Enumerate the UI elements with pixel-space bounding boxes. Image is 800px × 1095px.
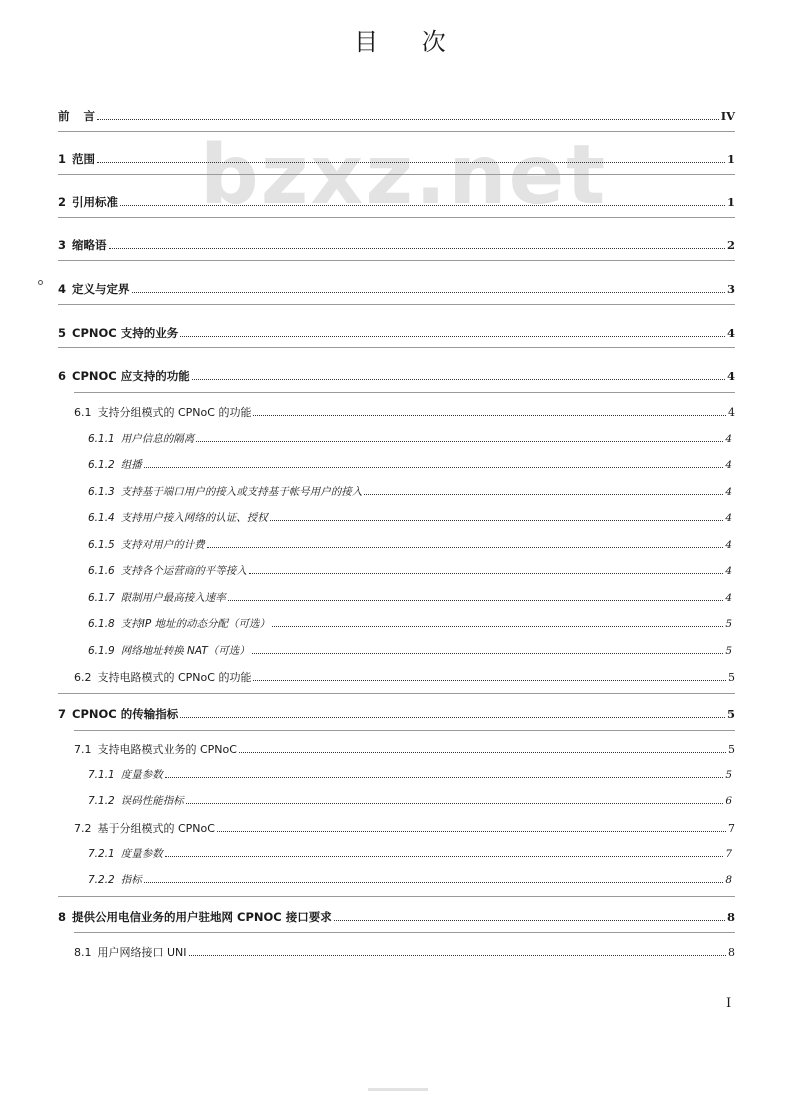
section-divider — [58, 693, 735, 694]
watermark: bzxz.net — [200, 128, 608, 223]
toc-entry-title: 缩略语 — [72, 238, 107, 252]
toc-entry-page: 7 — [728, 822, 735, 835]
toc-entry-title: 支持电路模式的 CPNoC 的功能 — [97, 671, 252, 684]
toc-entry-title: 指标 — [120, 874, 142, 886]
toc-entry-number: 7.1.2 — [88, 795, 115, 807]
toc-entry-label — [58, 368, 190, 384]
toc-leader-dots — [165, 856, 724, 857]
toc-entry[interactable] — [88, 431, 732, 449]
toc-entry-page: 4 — [725, 512, 732, 524]
toc-entry-label — [58, 194, 118, 210]
toc-entry-label — [88, 767, 163, 782]
toc-leader-dots — [165, 777, 724, 778]
toc-entry-number: 6.1.7 — [88, 592, 115, 604]
page-title: 目 次 — [354, 28, 464, 56]
toc-entry[interactable] — [74, 741, 735, 759]
toc-entry-number: 6.1.8 — [88, 618, 115, 630]
toc-leader-dots — [249, 573, 724, 574]
toc-entry-label — [88, 563, 247, 578]
toc-entry-number: 7.2.1 — [88, 848, 115, 860]
toc-entry-number: 5 — [58, 326, 67, 340]
toc-entry-number: 7.1.1 — [88, 769, 115, 781]
toc-entry-number: 6.1.5 — [88, 539, 115, 551]
toc-entry-label — [88, 457, 142, 472]
toc-entry-title: 支持分组模式的 CPNoC 的功能 — [97, 406, 252, 419]
toc-entry[interactable] — [88, 457, 732, 475]
toc-entry-title: CPNOC 应支持的功能 — [72, 369, 190, 383]
toc-entry[interactable] — [58, 151, 735, 169]
toc-entry-label — [88, 590, 226, 605]
section-divider — [58, 260, 735, 261]
toc-entry[interactable] — [88, 590, 732, 608]
toc-entry-page: 4 — [725, 433, 732, 445]
toc-entry-page: 6 — [725, 795, 732, 807]
toc-entry-number: 8.1 — [74, 946, 92, 959]
toc-entry-title: 定义与定界 — [72, 282, 130, 296]
toc-entry-title: 支持电路模式业务的 CPNoC — [97, 743, 237, 756]
toc-entry-label — [88, 616, 270, 631]
toc-leader-dots — [334, 920, 725, 921]
toc-entry-label — [58, 151, 95, 167]
toc-leader-dots — [189, 955, 726, 956]
toc-leader-dots — [109, 248, 725, 249]
toc-leader-dots — [144, 467, 724, 468]
toc-leader-dots — [144, 882, 724, 883]
toc-leader-dots — [180, 717, 725, 718]
toc-entry[interactable] — [88, 510, 732, 528]
toc-entry-page: 8 — [728, 946, 735, 959]
toc-entry-number: 6.1.3 — [88, 486, 115, 498]
toc-entry-number: 6.1.6 — [88, 565, 115, 577]
toc-entry-number: 6 — [58, 369, 67, 383]
toc-entry[interactable] — [58, 706, 735, 724]
toc-entry-title: 度量参数 — [120, 848, 163, 860]
toc-entry-number: 7.1 — [74, 743, 92, 756]
toc-entry[interactable] — [58, 237, 735, 255]
toc-entry-page: 5 — [725, 645, 732, 657]
toc-entry[interactable] — [88, 793, 732, 811]
toc-entry-label — [88, 872, 142, 887]
toc-entry-number: 6.1.1 — [88, 433, 115, 445]
toc-entry-title: 支持对用户的计费 — [120, 539, 205, 551]
toc-entry[interactable] — [58, 368, 735, 386]
toc-leader-dots — [253, 680, 726, 681]
toc-entry-label — [88, 537, 205, 552]
toc-entry-title: 支持IP 地址的动态分配（可选） — [120, 618, 270, 630]
toc-leader-dots — [272, 626, 723, 627]
toc-leader-dots — [207, 547, 724, 548]
page-number: I — [726, 996, 732, 1011]
toc-entry[interactable] — [58, 194, 735, 212]
toc-leader-dots — [120, 205, 725, 206]
toc-leader-dots — [217, 831, 726, 832]
toc-entry[interactable] — [74, 944, 735, 962]
toc-entry[interactable] — [88, 767, 732, 785]
toc-entry-title: 用户网络接口 UNI — [97, 946, 187, 959]
toc-entry-number: 7.2 — [74, 822, 92, 835]
toc-entry-label — [74, 404, 251, 420]
toc-entry-label — [58, 108, 95, 124]
section-divider — [58, 217, 735, 218]
toc-entry-page: 4 — [725, 592, 732, 604]
toc-entry-label — [88, 643, 250, 658]
scan-speck-mark — [38, 280, 43, 285]
toc-entry-page: 2 — [726, 238, 735, 252]
toc-entry-label — [88, 793, 184, 808]
section-divider — [58, 131, 735, 132]
toc-entry-title: 限制用户最高接入速率 — [120, 592, 226, 604]
toc-entry[interactable] — [88, 846, 732, 864]
toc-entry-title: 范围 — [72, 152, 96, 166]
toc-entry[interactable] — [88, 537, 732, 555]
toc-entry-number: 3 — [58, 238, 67, 252]
toc-entry[interactable] — [88, 563, 732, 581]
toc-entry-page: 4 — [726, 326, 735, 340]
toc-entry-number: 6.1.4 — [88, 512, 115, 524]
section-divider — [58, 896, 735, 897]
toc-entry[interactable] — [74, 669, 735, 687]
toc-entry-page: IV — [720, 109, 735, 123]
toc-leader-dots — [270, 520, 724, 521]
toc-leader-dots — [239, 752, 726, 753]
toc-leader-dots — [196, 441, 723, 442]
toc-entry-label — [88, 484, 362, 499]
toc-entry-title: 用户信息的隔离 — [120, 433, 195, 445]
toc-entry-page: 5 — [726, 707, 735, 721]
toc-entry[interactable] — [88, 643, 732, 661]
toc-leader-dots — [132, 292, 725, 293]
section-divider — [58, 174, 735, 175]
toc-entry-label — [88, 431, 194, 446]
toc-entry-title: 提供公用电信业务的用户驻地网 CPNOC 接口要求 — [72, 910, 332, 924]
toc-entry-page: 4 — [728, 406, 735, 419]
toc-entry-label — [58, 706, 178, 722]
toc-entry-number: 6.2 — [74, 671, 92, 684]
toc-entry-number: 7 — [58, 707, 67, 721]
toc-entry[interactable] — [58, 325, 735, 343]
section-divider — [58, 347, 735, 348]
section-divider — [74, 730, 735, 731]
toc-entry-page: 1 — [726, 152, 735, 166]
toc-leader-dots — [97, 162, 725, 163]
toc-entry-page: 7 — [725, 848, 732, 860]
toc-entry-number: 6.1.9 — [88, 645, 115, 657]
toc-entry[interactable] — [74, 404, 735, 422]
toc-entry-page: 8 — [726, 910, 735, 924]
toc-entry-title: CPNOC 的传输指标 — [72, 707, 179, 721]
toc-entry-page: 4 — [725, 459, 732, 471]
toc-entry-title: 组播 — [120, 459, 142, 471]
toc-entry[interactable] — [58, 909, 735, 927]
toc-leader-dots — [180, 336, 725, 337]
toc-entry-page: 4 — [725, 486, 732, 498]
toc-entry-title: 支持用户接入网络的认证、授权 — [120, 512, 268, 524]
toc-entry-number: 前 — [58, 109, 70, 123]
toc-entry-title: 支持各个运营商的平等接入 — [120, 565, 247, 577]
toc-entry-page: 1 — [726, 195, 735, 209]
toc-entry-page: 4 — [725, 565, 732, 577]
toc-entry-page: 3 — [726, 282, 735, 296]
toc-entry-label — [74, 944, 187, 960]
toc-entry-label — [88, 510, 268, 525]
toc-entry[interactable] — [74, 820, 735, 838]
toc-entry[interactable] — [88, 616, 732, 634]
toc-entry-label — [58, 237, 107, 253]
toc-entry-title: 基于分组模式的 CPNoC — [97, 822, 215, 835]
toc-entry-title: CPNOC 支持的业务 — [72, 326, 179, 340]
toc-leader-dots — [186, 803, 724, 804]
toc-entry-page: 5 — [725, 769, 732, 781]
toc-leader-dots — [253, 415, 726, 416]
toc-entry-number: 6.1.2 — [88, 459, 115, 471]
toc-entry-label — [58, 909, 332, 925]
section-divider — [58, 304, 735, 305]
toc-leader-dots — [364, 494, 723, 495]
toc-entry-number: 4 — [58, 282, 67, 296]
toc-entry-label — [88, 846, 163, 861]
toc-entry[interactable] — [88, 872, 732, 890]
toc-leader-dots — [192, 379, 725, 380]
toc-entry-number: 1 — [58, 152, 67, 166]
toc-entry-number: 2 — [58, 195, 67, 209]
toc-entry-page: 8 — [725, 874, 732, 886]
toc-entry-page: 5 — [725, 618, 732, 630]
section-divider — [74, 932, 735, 933]
toc-entry-page: 4 — [725, 539, 732, 551]
toc-entry-title: 度量参数 — [120, 769, 163, 781]
toc-entry-label — [74, 669, 251, 685]
scan-smudge — [368, 1088, 428, 1091]
section-divider — [74, 392, 735, 393]
toc-entry-title: 引用标准 — [72, 195, 119, 209]
toc-entry-label — [58, 281, 130, 297]
toc-entry-number: 8 — [58, 910, 67, 924]
toc-entry-label — [58, 325, 178, 341]
toc-entry-title: 网络地址转换 NAT（可选） — [120, 645, 250, 657]
toc-entry-page: 4 — [726, 369, 735, 383]
toc-entry-label — [74, 820, 215, 836]
toc-entry[interactable] — [88, 484, 732, 502]
toc-entry[interactable] — [58, 108, 735, 126]
toc-entry-title: 言 — [83, 109, 95, 123]
toc-entry-page: 5 — [728, 743, 735, 756]
toc-leader-dots — [97, 119, 719, 120]
toc-entry-number: 7.2.2 — [88, 874, 115, 886]
toc-entry-number: 6.1 — [74, 406, 92, 419]
toc-entry-page: 5 — [728, 671, 735, 684]
toc-entry-title: 支持基于端口用户的接入或支持基于帐号用户的接入 — [120, 486, 363, 498]
toc-entry-label — [74, 741, 237, 757]
toc-leader-dots — [252, 653, 724, 654]
toc-leader-dots — [228, 600, 724, 601]
toc-entry-title: 误码性能指标 — [120, 795, 184, 807]
toc-entry[interactable] — [58, 281, 735, 299]
